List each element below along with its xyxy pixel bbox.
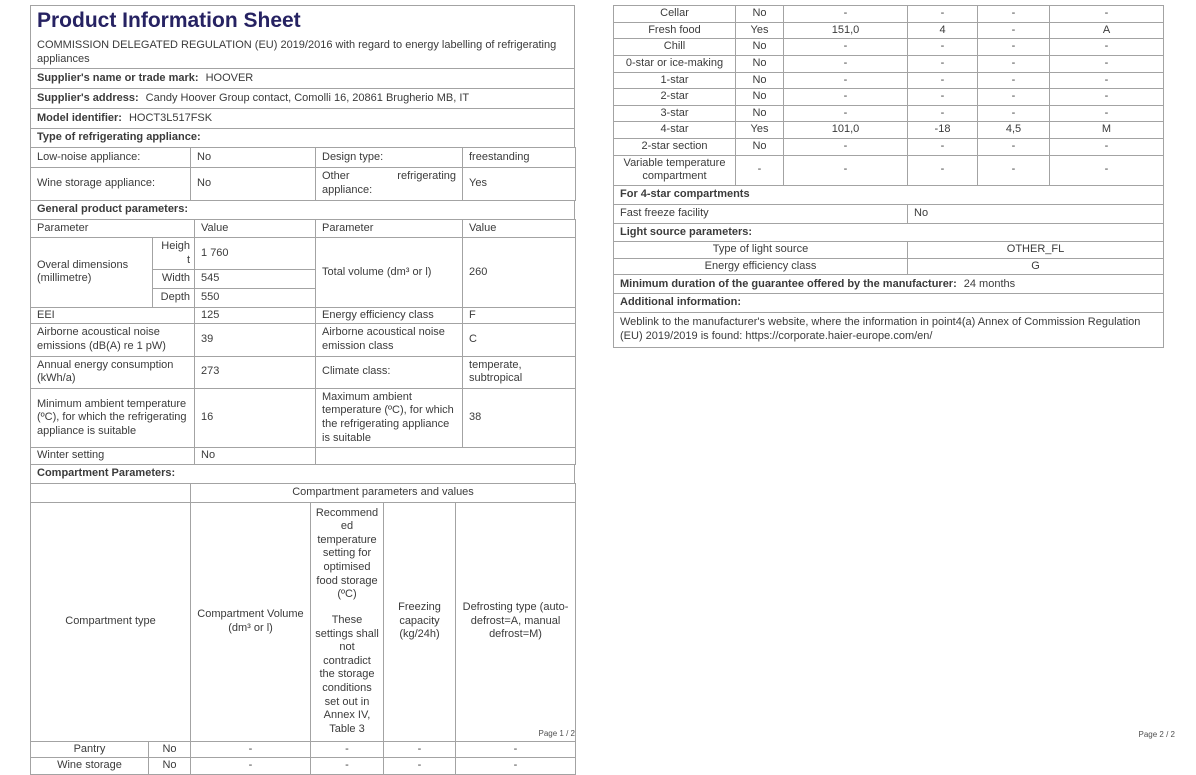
compartment-temp: - [908, 6, 978, 23]
winter-setting-value: No [195, 448, 316, 465]
noise-class-value: C [463, 324, 576, 356]
compartment-temp: - [908, 89, 978, 106]
wine-storage-appliance-label: Wine storage appliance: [31, 168, 191, 200]
compartment-present: Yes [736, 22, 784, 39]
other-appliance-label: Other refrigerating appliance: [316, 168, 463, 200]
compartment-freezing: - [384, 758, 456, 775]
light-source-type-label: Type of light source [614, 242, 908, 259]
compartment-row-wine-storage [31, 758, 576, 775]
compartment-present: No [149, 741, 191, 758]
compartment-freezing: - [978, 105, 1050, 122]
compartment-temp: - [908, 39, 978, 56]
additional-information-title: Additional information: [614, 294, 1164, 313]
weblink-text: Weblink to the manufacturer's website, where the information in point4(a) Annex of Commission Regulation (EU) 2019/2019 is found: https://corporate.haier-europe.com/en/ [614, 313, 1164, 348]
max-ambient-temp-label: Maximum ambient temperature (ºC), for which the refrigerating appliance is suitable [316, 388, 463, 448]
page-2 [613, 5, 1163, 348]
compartment-volume: - [784, 55, 908, 72]
column-header-parameter-1: Parameter [31, 219, 195, 238]
compartment-name: Chill [614, 39, 736, 56]
compartment-row-4-star [614, 122, 1164, 139]
compartment-present: No [736, 55, 784, 72]
winter-setting-empty-cell [316, 448, 576, 465]
design-type-value: freestanding [463, 148, 576, 168]
compartment-name: Cellar [614, 6, 736, 23]
compartment-freezing: - [978, 6, 1050, 23]
model-identifier-row [31, 109, 575, 129]
page-1 [30, 5, 575, 775]
title-block [30, 5, 575, 148]
compartment-present: - [736, 155, 784, 185]
supplier-address-row [31, 89, 575, 109]
recommended-temperature-text-1: Recommended temperature setting for optimised food storage (ºC) [315, 506, 379, 601]
noise-emissions-value: 39 [195, 324, 316, 356]
column-header-freezing-capacity: Freezing capacity (kg/24h) [384, 502, 456, 741]
min-ambient-temp-value: 16 [195, 388, 316, 448]
regulation-text: COMMISSION DELEGATED REGULATION (EU) 2019/2016 with regard to energy labelling of refrigerating appliances [37, 39, 557, 65]
compartment-row-3-star [614, 105, 1164, 122]
recommended-temperature-text-2: These settings shall not contradict the storage conditions set out in Annex IV, Table 3 [315, 613, 379, 735]
compartment-defrost: - [1050, 55, 1164, 72]
compartment-freezing: - [978, 89, 1050, 106]
supplier-name-label: Supplier's name or trade mark: [37, 71, 199, 84]
compartment-temp: - [311, 741, 384, 758]
compartment-name: 2-star section [614, 139, 736, 156]
column-header-parameter-2: Parameter [316, 219, 463, 238]
compartment-temp: 4 [908, 22, 978, 39]
total-volume-value: 260 [463, 238, 576, 308]
compartment-row-cellar [614, 6, 1164, 23]
annual-energy-label: Annual energy consumption (kWh/a) [31, 356, 195, 388]
total-volume-label: Total volume (dm³ or l) [316, 238, 463, 308]
compartment-freezing: - [384, 741, 456, 758]
page-1-footer: Page 1 / 2 [538, 729, 575, 738]
energy-class-label: Energy efficiency class [316, 307, 463, 324]
eei-label: EEI [31, 307, 195, 324]
compartment-defrost: - [1050, 72, 1164, 89]
compartment-volume: 151,0 [784, 22, 908, 39]
light-efficiency-class-label: Energy efficiency class [614, 258, 908, 275]
compartment-temp: - [908, 72, 978, 89]
light-efficiency-class-value: G [908, 258, 1164, 275]
compartment-temp: - [908, 55, 978, 72]
height-label: Height [153, 238, 195, 270]
compartment-freezing: 4,5 [978, 122, 1050, 139]
light-source-section-title: Light source parameters: [614, 223, 1164, 242]
depth-value: 550 [195, 289, 316, 308]
compartment-name: 3-star [614, 105, 736, 122]
fast-freeze-value: No [908, 204, 1164, 223]
compartment-row-chill [614, 39, 1164, 56]
four-star-section-title: For 4-star compartments [614, 185, 1164, 204]
climate-class-label: Climate class: [316, 356, 463, 388]
guarantee-row [614, 275, 1164, 294]
compartment-present: No [149, 758, 191, 775]
compartment-name: Fresh food [614, 22, 736, 39]
compartment-defrost: - [1050, 139, 1164, 156]
general-section-title: General product parameters: [31, 200, 575, 219]
compartment-name: Wine storage [31, 758, 149, 775]
compartment-defrost: - [1050, 105, 1164, 122]
compartment-volume: - [191, 758, 311, 775]
compartment-name: Pantry [31, 741, 149, 758]
compartment-row-fresh-food [614, 22, 1164, 39]
height-value: 1 760 [195, 238, 316, 270]
compartment-defrost: A [1050, 22, 1164, 39]
compartment-table-continued [613, 5, 1164, 348]
compartment-row-2-star [614, 89, 1164, 106]
max-ambient-temp-value: 38 [463, 388, 576, 448]
width-value: 545 [195, 270, 316, 289]
compartment-volume: 101,0 [784, 122, 908, 139]
compartment-volume: - [784, 6, 908, 23]
column-header-recommended-temperature [311, 502, 384, 741]
depth-label: Depth [153, 289, 195, 308]
compartment-freezing: - [978, 39, 1050, 56]
compartment-group-header: Compartment parameters and values [191, 483, 576, 502]
compartment-temp: -18 [908, 122, 978, 139]
width-label: Width [153, 270, 195, 289]
compartment-volume: - [784, 72, 908, 89]
winter-setting-label: Winter setting [31, 448, 195, 465]
column-header-compartment-volume: Compartment Volume (dm³ or l) [191, 502, 311, 741]
compartment-volume: - [191, 741, 311, 758]
compartment-volume: - [784, 139, 908, 156]
compartment-volume: - [784, 89, 908, 106]
compartment-defrost: - [1050, 89, 1164, 106]
compartment-volume: - [784, 105, 908, 122]
compartment-row-2-star-section [614, 139, 1164, 156]
compartment-temp: - [311, 758, 384, 775]
compartment-defrost: - [1050, 155, 1164, 185]
low-noise-label: Low-noise appliance: [31, 148, 191, 168]
compartment-row-pantry [31, 741, 576, 758]
compartment-temp: - [908, 139, 978, 156]
climate-class-value: temperate, subtropical [463, 356, 576, 388]
column-header-value-1: Value [195, 219, 316, 238]
compartment-volume: - [784, 155, 908, 185]
compartment-freezing: - [978, 139, 1050, 156]
other-appliance-value: Yes [463, 168, 576, 200]
compartment-defrost: - [456, 758, 576, 775]
annual-energy-value: 273 [195, 356, 316, 388]
compartment-defrost: - [456, 741, 576, 758]
compartment-present: No [736, 89, 784, 106]
compartment-row-1-star [614, 72, 1164, 89]
page-2-footer: Page 2 / 2 [1138, 730, 1175, 739]
noise-class-label: Airborne acoustical noise emission class [316, 324, 463, 356]
compartment-header-empty-cell [31, 483, 191, 502]
general-parameters-table [30, 219, 576, 465]
noise-emissions-label: Airborne acoustical noise emissions (dB(A) re 1 pW) [31, 324, 195, 356]
page-title: Product Information Sheet [37, 9, 301, 32]
compartment-name: 2-star [614, 89, 736, 106]
design-type-label: Design type: [316, 148, 463, 168]
compartment-temp: - [908, 155, 978, 185]
general-section-header [30, 200, 575, 220]
guarantee-label: Minimum duration of the guarantee offered by the manufacturer: [620, 277, 957, 290]
supplier-name-value: HOOVER [205, 71, 254, 84]
compartment-row-variable-temperature [614, 155, 1164, 185]
supplier-address-label: Supplier's address: [37, 91, 139, 104]
compartment-name: Variable temperature compartment [614, 155, 736, 185]
light-source-type-value: OTHER_FL [908, 242, 1164, 259]
low-noise-value: No [191, 148, 316, 168]
supplier-name-row [31, 69, 575, 89]
model-identifier-label: Model identifier: [37, 111, 122, 124]
appliance-type-table [30, 147, 576, 200]
compartment-volume: - [784, 39, 908, 56]
compartment-row-0-star [614, 55, 1164, 72]
supplier-address-value: Candy Hoover Group contact, Comolli 16, 20861 Brugherio MB, IT [145, 91, 470, 104]
compartment-present: No [736, 39, 784, 56]
dimensions-label: Overal dimensions (millimetre) [31, 238, 153, 308]
compartment-present: Yes [736, 122, 784, 139]
compartment-name: 0-star or ice-making [614, 55, 736, 72]
compartment-section-header [30, 464, 575, 484]
title-cell [31, 6, 575, 69]
compartment-freezing: - [978, 22, 1050, 39]
compartment-name: 4-star [614, 122, 736, 139]
compartment-present: No [736, 105, 784, 122]
compartment-defrost: - [1050, 39, 1164, 56]
model-identifier-value: HOCT3L517FSK [128, 111, 213, 124]
column-header-defrosting-type: Defrosting type (auto-defrost=A, manual defrost=M) [456, 502, 576, 741]
compartment-present: No [736, 72, 784, 89]
column-header-compartment-type: Compartment type [31, 502, 191, 741]
compartment-freezing: - [978, 155, 1050, 185]
min-ambient-temp-label: Minimum ambient temperature (ºC), for which the refrigerating appliance is suitable [31, 388, 195, 448]
fast-freeze-label: Fast freeze facility [614, 204, 908, 223]
guarantee-value: 24 months [963, 277, 1016, 290]
compartment-present: No [736, 6, 784, 23]
compartment-present: No [736, 139, 784, 156]
column-header-value-2: Value [463, 219, 576, 238]
type-section-title: Type of refrigerating appliance: [31, 129, 575, 148]
wine-storage-appliance-value: No [191, 168, 316, 200]
eei-value: 125 [195, 307, 316, 324]
compartment-freezing: - [978, 72, 1050, 89]
energy-class-value: F [463, 307, 576, 324]
compartment-defrost: M [1050, 122, 1164, 139]
compartment-name: 1-star [614, 72, 736, 89]
compartment-defrost: - [1050, 6, 1164, 23]
compartment-temp: - [908, 105, 978, 122]
compartment-section-title: Compartment Parameters: [31, 464, 575, 483]
compartment-freezing: - [978, 55, 1050, 72]
